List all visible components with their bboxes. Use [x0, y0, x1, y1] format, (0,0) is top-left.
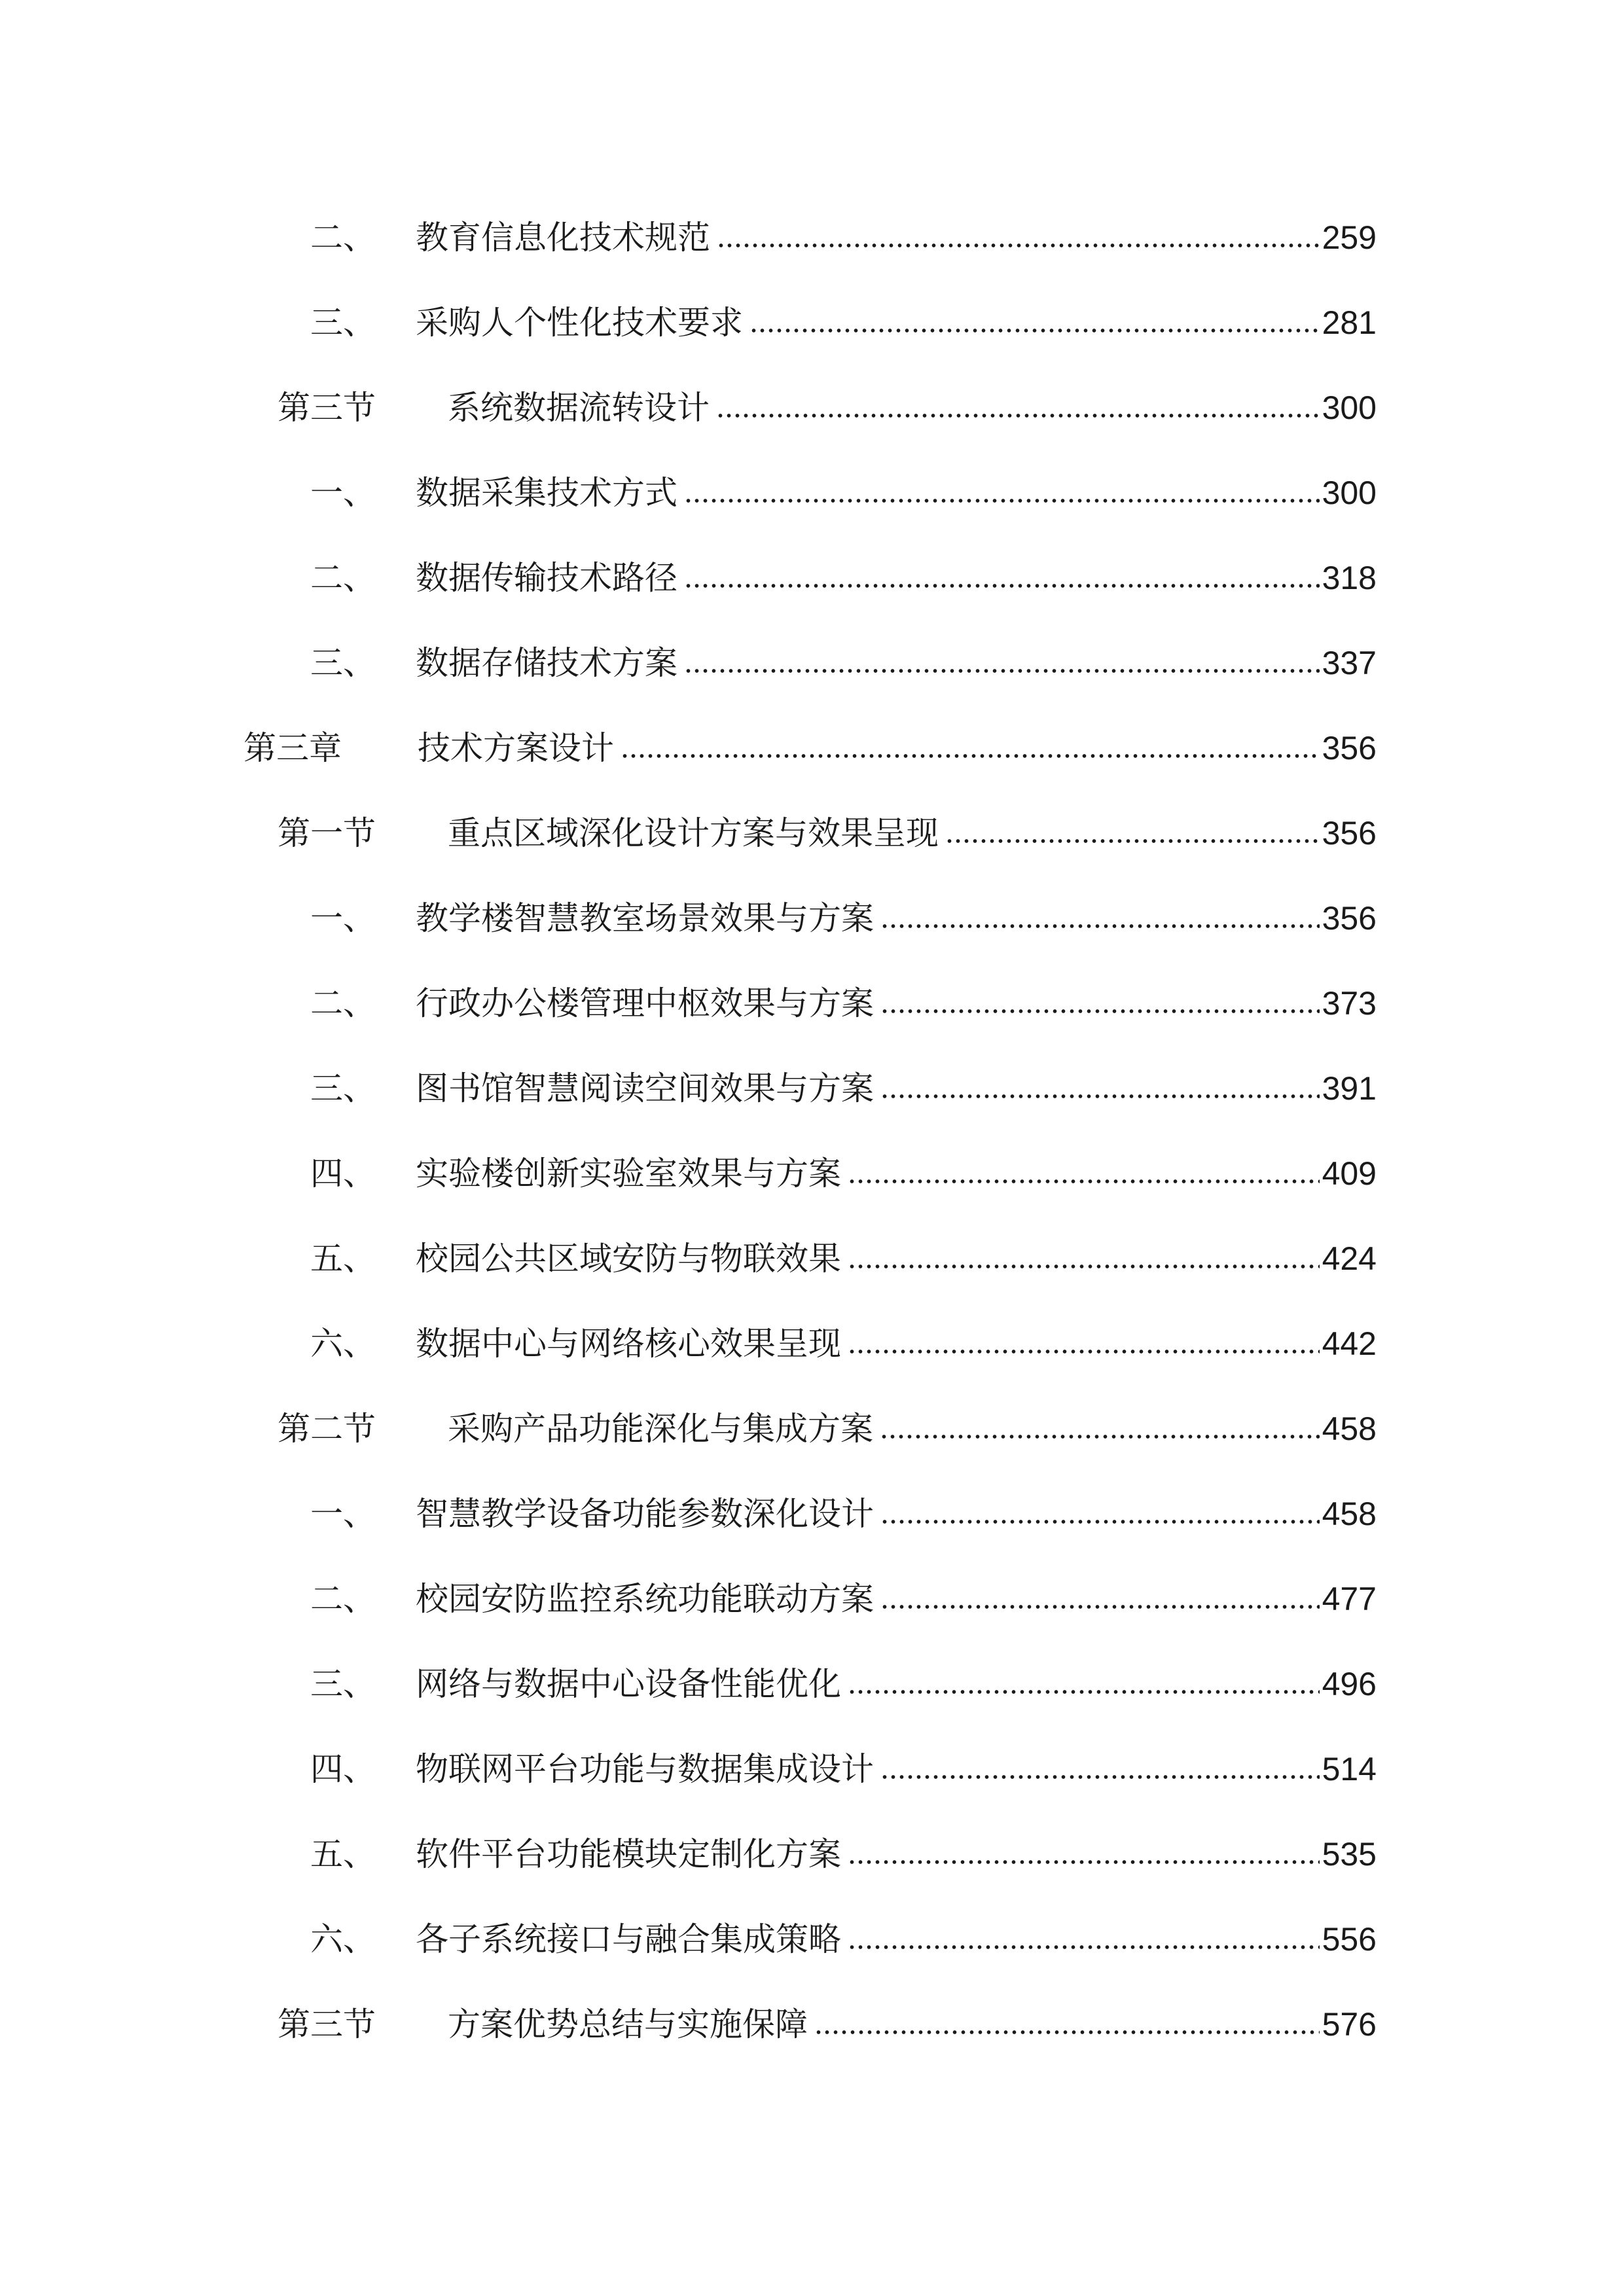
toc-page-number: 576	[1322, 2006, 1377, 2043]
toc-page-number: 477	[1322, 1581, 1377, 1617]
toc-entry-number: 三、	[310, 1069, 376, 1107]
toc-page-number: 391	[1322, 1070, 1377, 1107]
dot-leader	[848, 1175, 1320, 1187]
toc-entry-title: 教学楼智慧教室场景效果与方案	[416, 899, 874, 937]
toc-entry-item[interactable]	[310, 463, 1377, 522]
toc-entry-title: 系统数据流转设计	[448, 389, 710, 427]
dot-leader	[684, 580, 1320, 592]
toc-page-number: 458	[1322, 1410, 1377, 1447]
toc-page-number: 300	[1322, 389, 1377, 426]
toc-entry-title: 图书馆智慧阅读空间效果与方案	[416, 1069, 874, 1107]
toc-page-number: 300	[1322, 475, 1377, 511]
dot-leader	[684, 665, 1320, 677]
toc-page-number: 458	[1322, 1496, 1377, 1532]
toc-entry-title: 数据存储技术方案	[416, 644, 677, 682]
toc-entry-item[interactable]	[310, 293, 1377, 352]
toc-entry-title: 行政办公楼管理中枢效果与方案	[416, 984, 874, 1022]
toc-entry-number: 三、	[310, 304, 376, 342]
toc-entry-number: 一、	[310, 899, 376, 937]
toc-page-number: 356	[1322, 815, 1377, 852]
toc-entry-number: 第三节	[278, 2005, 376, 2043]
toc-entry-item[interactable]	[310, 1825, 1377, 1884]
toc-entry-title: 数据采集技术方式	[416, 474, 677, 512]
toc-entry-number: 第二节	[278, 1410, 376, 1448]
toc-entry-number: 六、	[310, 1325, 376, 1363]
toc-entry-item[interactable]	[310, 1570, 1377, 1628]
toc-page-number: 318	[1322, 560, 1377, 596]
toc-page-number: 424	[1322, 1240, 1377, 1277]
toc-page-number: 556	[1322, 1921, 1377, 1958]
toc-entry-title: 软件平台功能模块定制化方案	[416, 1835, 841, 1873]
toc-entry-number: 六、	[310, 1920, 376, 1958]
toc-entry-title: 校园公共区域安防与物联效果	[416, 1240, 841, 1278]
toc-entry-title: 物联网平台功能与数据集成设计	[416, 1750, 874, 1788]
toc-entry-title: 数据中心与网络核心效果呈现	[416, 1325, 841, 1363]
dot-leader	[880, 1601, 1320, 1613]
toc-entry-number: 四、	[310, 1155, 376, 1193]
dot-leader	[848, 1346, 1320, 1357]
toc-page-number: 442	[1322, 1325, 1377, 1362]
toc-entry-chapter[interactable]	[244, 719, 1377, 778]
toc-entry-item[interactable]	[310, 1314, 1377, 1373]
toc-entry-number: 三、	[310, 1665, 376, 1703]
toc-entry-number: 一、	[310, 474, 376, 512]
toc-entry-item[interactable]	[310, 1059, 1377, 1118]
toc-page-number: 337	[1322, 645, 1377, 681]
dot-leader	[848, 1261, 1320, 1272]
toc-entry-title: 技术方案设计	[418, 729, 614, 767]
dot-leader	[684, 495, 1320, 507]
toc-entry-number: 第三节	[278, 389, 376, 427]
toc-entry-number: 五、	[310, 1240, 376, 1278]
toc-entry-title: 重点区域深化设计方案与效果呈现	[448, 814, 939, 852]
toc-entry-number: 四、	[310, 1750, 376, 1788]
toc-page-number: 356	[1322, 730, 1377, 766]
dot-leader	[814, 2026, 1320, 2038]
toc-entry-section[interactable]	[278, 1399, 1377, 1458]
toc-entry-section[interactable]	[278, 804, 1377, 863]
toc-entry-title: 网络与数据中心设备性能优化	[416, 1665, 841, 1703]
toc-page-number: 356	[1322, 900, 1377, 937]
toc-entry-title: 实验楼创新实验室效果与方案	[416, 1155, 841, 1193]
toc-page-number: 281	[1322, 304, 1377, 341]
toc-entry-number: 第一节	[278, 814, 376, 852]
toc-page-number: 409	[1322, 1155, 1377, 1192]
toc-entry-number: 二、	[310, 1580, 376, 1618]
toc-entry-section[interactable]	[278, 378, 1377, 437]
dot-leader	[848, 1856, 1320, 1868]
toc-entry-number: 二、	[310, 559, 376, 597]
toc-entry-number: 二、	[310, 984, 376, 1022]
dot-leader	[880, 1516, 1320, 1528]
toc-entry-number: 二、	[310, 219, 376, 257]
toc-entry-number: 五、	[310, 1835, 376, 1873]
toc-entry-title: 数据传输技术路径	[416, 559, 677, 597]
dot-leader	[621, 750, 1320, 762]
toc-entry-item[interactable]	[310, 1655, 1377, 1713]
toc-entry-title: 教育信息化技术规范	[416, 219, 710, 257]
dot-leader	[749, 325, 1320, 336]
toc-entry-title: 智慧教学设备功能参数深化设计	[416, 1495, 874, 1533]
dot-leader	[716, 410, 1320, 422]
toc-page-number: 514	[1322, 1751, 1377, 1787]
toc-page-number: 496	[1322, 1666, 1377, 1702]
dot-leader	[848, 1686, 1320, 1698]
toc-entry-title: 校园安防监控系统功能联动方案	[416, 1580, 874, 1618]
dot-leader	[880, 1431, 1320, 1443]
dot-leader	[945, 835, 1320, 847]
toc-entry-title: 各子系统接口与融合集成策略	[416, 1920, 841, 1958]
toc-entry-item[interactable]	[310, 1144, 1377, 1203]
toc-entry-item[interactable]	[310, 1484, 1377, 1543]
dot-leader	[880, 920, 1320, 932]
dot-leader	[717, 240, 1320, 251]
toc-entry-title: 采购人个性化技术要求	[416, 304, 743, 342]
toc-entry-number: 一、	[310, 1495, 376, 1533]
toc-entry-item[interactable]	[310, 1229, 1377, 1288]
dot-leader	[880, 1771, 1320, 1783]
toc-page-number: 535	[1322, 1836, 1377, 1873]
toc-entry-item[interactable]	[310, 974, 1377, 1033]
toc-entry-number: 第三章	[244, 729, 342, 767]
toc-entry-item[interactable]	[310, 548, 1377, 607]
toc-entry-item[interactable]	[310, 208, 1377, 267]
toc-page-number: 259	[1322, 219, 1377, 256]
toc-entry-title: 方案优势总结与实施保障	[448, 2005, 808, 2043]
toc-entry-section[interactable]	[278, 1995, 1377, 2054]
toc-page-number: 373	[1322, 985, 1377, 1022]
dot-leader	[880, 1090, 1320, 1102]
toc-entry-item[interactable]	[310, 634, 1377, 692]
toc-entry-item[interactable]	[310, 1740, 1377, 1799]
dot-leader	[848, 1941, 1320, 1953]
toc-entry-item[interactable]	[310, 1910, 1377, 1969]
toc-entry-title: 采购产品功能深化与集成方案	[448, 1410, 873, 1448]
toc-entry-item[interactable]	[310, 889, 1377, 948]
toc-entry-number: 三、	[310, 644, 376, 682]
dot-leader	[880, 1005, 1320, 1017]
